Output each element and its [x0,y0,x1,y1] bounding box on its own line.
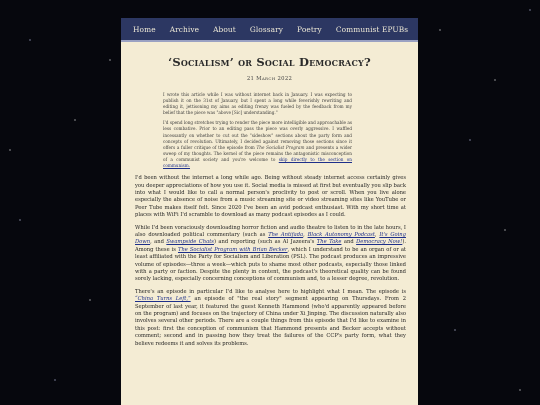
body-text: and [343,239,354,246]
link-democracy-now[interactable]: Democracy Now! [356,239,403,246]
nav-link-poetry[interactable]: Poetry [297,24,322,34]
article-page [121,18,418,405]
post-date: 21 March 2022 [246,76,293,82]
skip-to-communism-link[interactable]: skip directly to the section on communism. [163,156,352,169]
nav-link-communist-epubs[interactable]: Communist EPUBs [335,24,409,34]
article-body [135,175,406,348]
body-text: an episode of "the real story" segment appearing on Thursdays. From 2 September of last year, it featured the guest Kenneth Hammond (who'd apparently appeared before on the program) and focuses on the trajectory of China under Xi Jinping. The discussion naturally also involves several other periods. There are a couple things from this episode that I'd like to examine in this post: first the conception of communism that Hammond presents and Becker accepts without comment; second and in passing how they treat the failures of the CCP's party form, what they believe redeems it and solves its problems. [135,296,406,347]
nav-link-glossary[interactable]: Glossary [249,24,284,34]
body-text: ). Among these is [135,239,406,253]
post-title: ‘Socialism’ or Social Democracy? [168,55,371,69]
link-black-autonomy-podcast[interactable]: Black Autonomy Podcast [307,231,375,238]
link-the-take[interactable]: The Take [316,239,342,246]
link-china-turns-left[interactable]: “China Turns Left,” [135,296,191,303]
body-text: ) and reporting (such as Al Jazeera's [213,239,315,246]
note-text: and presents a wider sweep of my thoughts. The kernel of the piece remains the antagonistic misconception of a communist society and you're welcome to [163,144,352,162]
nav-link-home[interactable]: Home [133,24,156,34]
body-paragraph-2: While I'd been voraciously downloading horror fiction and audio theatre to listen to in the late hours, I also downloaded political commentary (such as The Antifada, Black Autonomy Podcast, It's Going Down, and Swampside Chats) and reporting (such as Al Jazeera's The Take and Democracy Now!). Among these is The Socialist Program with Brian Becker, which I understand to be an organ of or at least affiliated with the Party for Socialism and Liberation (PSL). The podcast produces an impressive volume of episodes—three a week—which puts to shame most other podcasts, especially those linked with a party or faction. Despite the plenty in content, the podcast's theoretical quality can be found sorely lacking, especially concerning conceptions of communism and, to a lesser degree, revolution. [135,224,407,283]
body-text: , which I understand to be an organ of or at least affiliated with the Party for Socialism and Liberation (PSL). The podcast produces an impressive volume of episodes—three a week—which puts to shame most other podcasts, especially those linked with a party or faction. Despite the plenty in content, the podcast's theoretical quality can be found sorely lacking, especially concerning conceptions of communism and, to a lesser degree, revolution. [135,246,407,283]
body-paragraph-1: I'd been without the internet a long while ago. Being without steady internet access certainly gives you deeper appreciations of how you use it. Social media is missed at first but eventually you slip back into what I would like to call a normal person's proclivity to post or scroll. When you live alone especially the absence of noise from a music streaming site or video streaming sites like YouTube or Peer Tube makes itself felt. Since 2020 I've been an avid podcast enthusiast. With my short time at places with WiFi I'd scramble to download as many podcast episodes as I could. [135,175,406,219]
author-note-paragraph-2 [163,120,352,169]
note-emphasis: The Socialist Program [256,144,305,150]
body-text: While I'd been voraciously downloading horror fiction and audio theatre to listen to in the late hours, I also downloaded political commentary (such as [135,224,406,238]
author-note [163,92,352,169]
link-swampside-chats[interactable]: Swampside Chats [166,239,214,246]
nav-link-about[interactable]: About [213,24,236,34]
note-text: I'd spend long stretches trying to render the piece more intelligible and approachable as less combative. Prior to an editing pass the piece was overly aggressive. I waffled incessantly on whether to cut out the "sideshow" sections about the party form and concepts of revolution. Ultimately, I decided against removing those sections since it offers a fuller critique of the episode from [163,120,353,150]
body-paragraph-3 [135,289,406,348]
top-navigation [121,18,418,42]
body-text: There's an episode in particular I'd like to analyse here to highlight what I mean. The episode is [135,288,406,295]
link-the-antifada[interactable]: The Antifada [268,231,304,238]
author-note-paragraph-1: I wrote this article while I was without internet back in January. I was expecting to publish it on the 31st of January, but I spent a long while feverishly rewriting and editing it, jettisoning my aims as editing frenzy was fueled by the feedback from my belief that the piece was "above [Sic] understanding." [163,92,352,116]
link-its-going-down[interactable]: It's Going Down [135,231,406,246]
link-socialist-program[interactable]: The Socialist Program with Brian Becker [177,246,288,253]
nav-link-archive[interactable]: Archive [169,24,200,34]
